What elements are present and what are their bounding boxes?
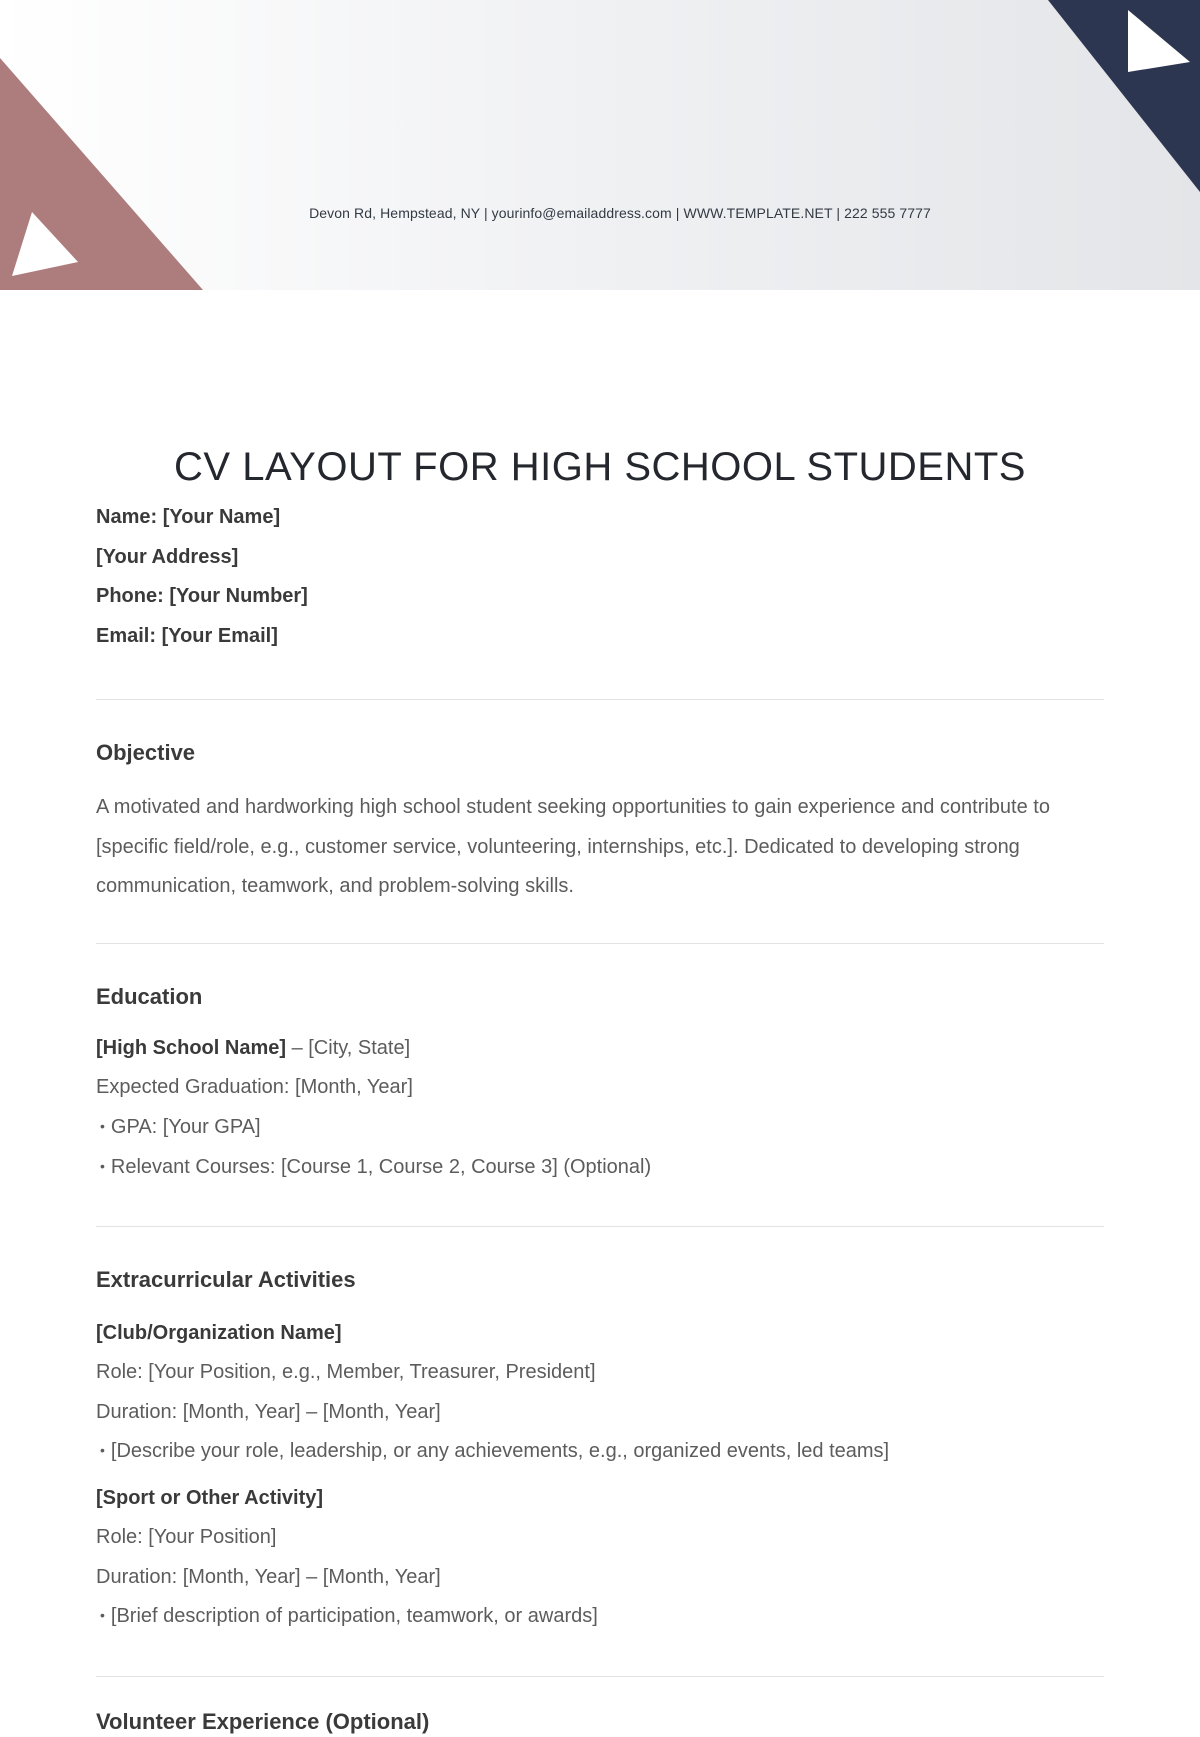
activity-role: Role: [Your Position, e.g., Member, Treasurer, President] (96, 1361, 596, 1383)
gpa-bullet: • GPA: [Your GPA] (96, 1108, 1104, 1149)
email-line: Email: [Your Email] (96, 624, 278, 647)
activity-role: Role: [Your Position] (96, 1526, 277, 1548)
volunteer-heading: Volunteer Experience (Optional) (96, 1708, 430, 1734)
contact-line: Devon Rd, Hempstead, NY | yourinfo@emailaddress.com | WWW.TEMPLATE.NET | 222 555 7777 (309, 205, 931, 221)
header-banner (0, 0, 1200, 290)
activity-bullet: • [Describe your role, leadership, or any achievements, e.g., organized events, led teams] (96, 1432, 1104, 1473)
name-line: Name: [Your Name] (96, 506, 281, 528)
personal-info (96, 498, 1104, 656)
objective-heading: Objective (96, 740, 196, 765)
extracurricular-heading: Extracurricular Activities (96, 1266, 356, 1292)
school-location: – [City, State] (286, 1036, 411, 1059)
school-line (96, 1029, 1104, 1069)
activity-duration: Duration: [Month, Year] – [Month, Year] (96, 1565, 441, 1588)
school-name: [High School Name] (96, 1036, 287, 1059)
cv-content (96, 440, 1104, 1737)
objective-text: A motivated and hardworking high school student seeking opportunities to gain experience and contribute to [specific field/role, e.g., customer service, volunteering, internships, etc.]. Dedicated to developing strong communication, teamwork, and problem-solving skills. (96, 796, 1050, 897)
education-heading: Education (96, 983, 203, 1009)
header-decoration (0, 0, 1200, 290)
graduation-line: Expected Graduation: [Month, Year] (96, 1076, 413, 1098)
courses-bullet: • Relevant Courses: [Course 1, Course 2, Course 3] (Optional) (96, 1148, 1104, 1189)
address-line: [Your Address] (96, 545, 239, 568)
page-title: CV LAYOUT FOR HIGH SCHOOL STUDENTS (174, 445, 1026, 489)
activity-name: [Sport or Other Activity] (96, 1486, 324, 1509)
phone-line: Phone: [Your Number] (96, 585, 308, 607)
activity-bullet: • [Brief description of participation, teamwork, or awards] (96, 1597, 1104, 1638)
navy-triangle-shape (1048, 0, 1200, 192)
activity-duration: Duration: [Month, Year] – [Month, Year] (96, 1400, 441, 1423)
activity-name: [Club/Organization Name] (96, 1321, 342, 1344)
